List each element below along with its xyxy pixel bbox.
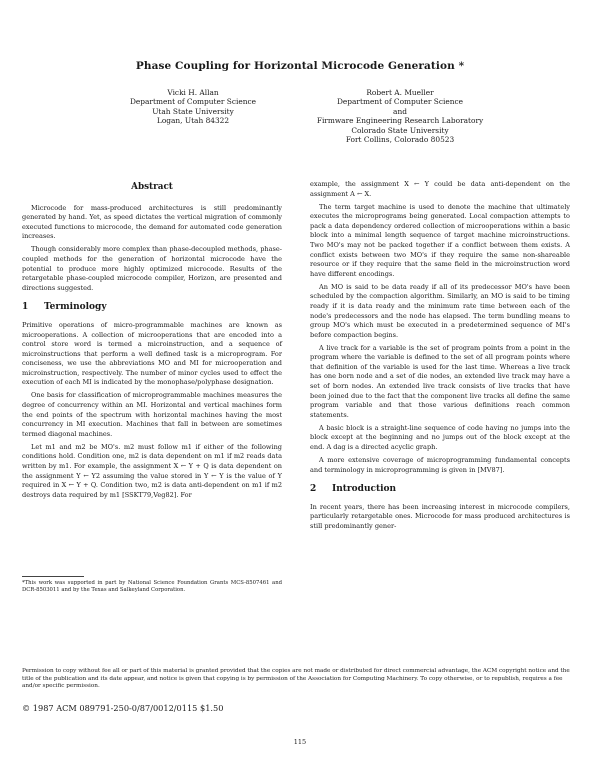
body-paragraph: example, the assignment X ← Y could be data anti-dependent on the assignment A ← X. bbox=[310, 180, 570, 198]
author-address: Logan, Utah 84322 bbox=[156, 116, 230, 126]
body-paragraph: The term target machine is used to denote the machine that ultimately executes the microprograms being generated. Local compaction attempts to pack a data dependency ordered collection of microoperations within a basic block into a minimal length sequence of target machine microinstructions. Two MO's may not be packed together if a conflict between them exists. A conflict exists between two MO's if they require the same non-shareable resource or if they require that the same field in the microinstruction word have different encodings. bbox=[310, 202, 570, 278]
body-paragraph: A more extensive coverage of microprogramming fundamental concepts and terminology in microprogramming is given in [MV87]. bbox=[310, 455, 570, 474]
author-address: Fort Collins, Colorado 80523 bbox=[345, 135, 455, 145]
author-block-mueller bbox=[300, 88, 500, 144]
author-affiliation: Department of Computer Science bbox=[130, 97, 256, 107]
author-affiliation: Colorado State University bbox=[351, 125, 449, 135]
body-paragraph: An MO is said to be data ready if all of its predecessor MO's have been scheduled by the compaction algorithm. Similarly, an MO is said to be timing ready if it is data ready and the minimum rate time between each of the node's predecessors and the node has elapsed. The term bundling means to group MO's which must be executed in a predetermined sequence of MI's before compaction begins. bbox=[310, 282, 570, 339]
section-heading-introduction bbox=[310, 485, 570, 495]
left-column bbox=[22, 182, 282, 504]
author-affiliation: Department of Computer Science bbox=[337, 97, 463, 107]
body-paragraph: Primitive operations of micro-programmable machines are known as microoperations. A collection of microoperations that are encoded into a control store word is termed a microinstruction, and a sequence of microinstructions that perform a well defined task is a microprogram. For conciseness, we use the abbreviations MO and MI for microoperation and microinstruction, respectively. The number of minor cycles used to effect the execution of each MI is indicated by the monophase/polyphase designation. bbox=[22, 320, 282, 387]
section-number: 1 bbox=[22, 302, 29, 313]
body-paragraph: A live track for a variable is the set of program points from a point in the program where the variable is defined to the set of all program points where that definition of the variable is used for the last time. Whereas a live track has one born node and a set of die nodes, an extended live track may have a set of born nodes. An extended live track consists of live tracks that have been joined due to the fact that the component live tracks all define the same program variable and that those various definitions reach common statements. bbox=[310, 343, 570, 419]
abstract-heading: Abstract bbox=[131, 182, 173, 192]
section-title: Introduction bbox=[332, 484, 397, 495]
footnote: *This work was supported in part by National Science Foundation Grants MCS-8507461 and DCR-8503011 and by the Texas and Salkeyland Corporation. bbox=[22, 580, 282, 593]
author-affiliation: and bbox=[393, 106, 407, 116]
abstract-paragraph: Microcode for mass-produced architectures is still predominantly generated by hand. Yet, as speed dictates the vertical migration of commonly executed functions to microcode, the demand for automated code generation increases. bbox=[22, 203, 282, 241]
abstract-paragraph: Though considerably more complex than phase-decoupled methods, phase-coupled methods for the generation of horizontal microcode have the potential to produce more highly optimized microcode. Results of the retargetable phase-coupled microcode compiler, Horizon, are presented and directions suggested. bbox=[22, 245, 282, 292]
body-paragraph: In recent years, there has been increasing interest in microcode compilers, particularly retargetable ones. Microcode for mass produced architectures is still predominantly gener- bbox=[310, 502, 570, 530]
permission-notice: Permission to copy without fee all or part of this material is granted provided that the copies are not made or distributed for direct commercial advantage, the ACM copyright notice and the title of the publication and its date appear, and notice is given that copying is by permission of the Association for Computing Machinery. To copy otherwise, or to republish, requires a fee and/or specific permission. bbox=[22, 668, 570, 690]
author-block-allan bbox=[118, 88, 268, 126]
paper-title: Phase Coupling for Horizontal Microcode Generation * bbox=[135, 60, 465, 72]
body-paragraph: A basic block is a straight-line sequence of code having no jumps into the block except at the beginning and no jumps out of the block except at the end. A dag is a directed acyclic graph. bbox=[310, 423, 570, 451]
body-paragraph: Let m1 and m2 be MO's. m2 must follow m1 if either of the following conditions hold. Condition one, m2 is data dependent on m1 if m2 reads data written by m1. For example, the assignment X ← Y + Q is data dependent on the assignment Y ← Y2 assuming the value stored in Y ← Y is the value of Y required in X ← Y + Q. Condition two, m2 is data anti-dependent on m1 if m2 destroys data required by m1 [SSKT79,Veg82]. For bbox=[22, 442, 282, 499]
footnote-rule bbox=[22, 576, 84, 577]
author-name: Robert A. Mueller bbox=[366, 88, 434, 97]
author-affiliation: Utah State University bbox=[152, 106, 234, 116]
body-paragraph: One basis for classification of microprogrammable machines measures the degree of concurrency within an MI. Horizontal and vertical machines form the end points of the spectrum with horizontal machines having the most concurrency in MI execution. Machines that fall in between are sometimes termed diagonal machines. bbox=[22, 391, 282, 438]
section-heading-terminology bbox=[22, 303, 282, 313]
right-column bbox=[310, 180, 570, 535]
copyright-line: © 1987 ACM 089791-250-0/87/0012/0115 $1.50 bbox=[22, 703, 224, 713]
page-number: 115 bbox=[293, 738, 307, 746]
author-name: Vicki H. Allan bbox=[167, 88, 219, 97]
section-title: Terminology bbox=[44, 302, 107, 313]
section-number: 2 bbox=[310, 484, 317, 495]
author-affiliation: Firmware Engineering Research Laboratory bbox=[316, 116, 484, 126]
